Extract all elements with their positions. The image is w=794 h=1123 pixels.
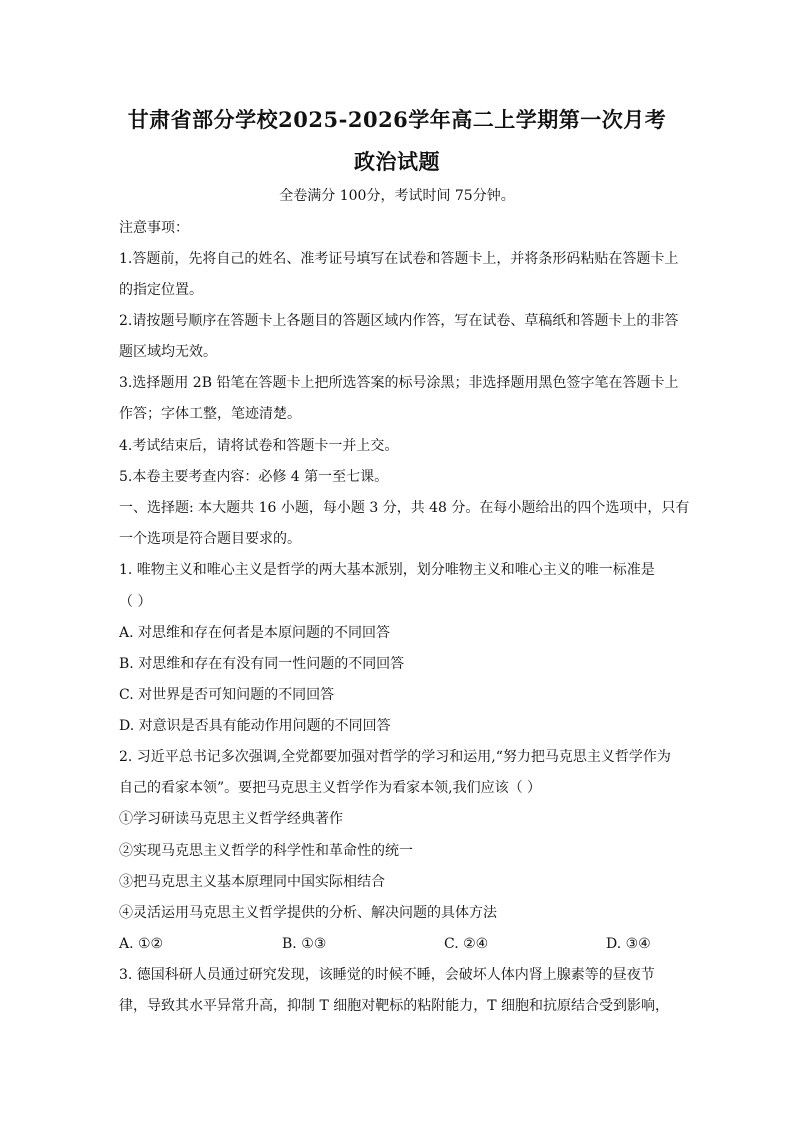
notice-3-line-2: 作答；字体工整，笔迹清楚。 <box>119 406 301 422</box>
q2-option-c: C. ②④ <box>444 936 489 952</box>
notice-2-line-2: 题区域均无效。 <box>119 344 217 360</box>
q2-item-4: ④灵活运用马克思主义哲学提供的分析、解决问题的具体方法 <box>119 905 497 921</box>
q2-item-2: ②实现马克思主义哲学的科学性和革命性的统一 <box>119 843 413 859</box>
q2-stem-line-2: 自己的看家本领”。要把马克思主义哲学作为看家本领,我们应该（ ） <box>119 780 542 796</box>
q2-option-b: B. ①③ <box>282 936 327 952</box>
q1-option-d: D. 对意识是否具有能动作用问题的不同回答 <box>119 718 391 734</box>
notice-4: 4.考试结束后，请将试卷和答题卡一并上交。 <box>119 438 399 454</box>
q1-stem-line-2: （ ） <box>119 594 152 610</box>
q2-option-d: D. ③④ <box>606 936 651 952</box>
q1-option-c: C. 对世界是否可知问题的不同回答 <box>119 687 335 703</box>
exam-subject: 政治试题 <box>354 149 440 174</box>
q2-item-3: ③把马克思主义基本原理同中国实际相结合 <box>119 874 385 890</box>
q2-option-a: A. ①② <box>119 936 164 952</box>
exam-info: 全卷满分 100分，考试时间 75分钟。 <box>279 188 515 204</box>
section-heading-line-1: 一、选择题: 本大题共 16 小题，每小题 3 分，共 48 分。在每小题给出的四个选项中，只有 <box>119 500 690 516</box>
section-heading-line-2: 一个选项是符合题目要求的。 <box>119 531 301 547</box>
q3-stem-line-2: 律，导致其水平异常升高，抑制 T 细胞对靶标的粘附能力，T 细胞和抗原结合受到影响， <box>119 998 670 1014</box>
notice-2-line-1: 2.请按题号顺序在答题卡上各题目的答题区域内作答，写在试卷、草稿纸和答题卡上的非答 <box>119 313 679 329</box>
q1-option-a: A. 对思维和存在何者是本原问题的不同回答 <box>119 625 391 641</box>
q1-stem-line-1: 1. 唯物主义和唯心主义是哲学的两大基本派别，划分唯物主义和唯心主义的唯一标准是 <box>119 562 655 578</box>
notice-heading: 注意事项： <box>119 220 189 236</box>
notice-1-line-1: 1.答题前，先将自己的姓名、准考证号填写在试卷和答题卡上，并将条形码粘贴在答题卡上 <box>119 251 679 267</box>
q1-option-b: B. 对思维和存在有没有同一性问题的不同回答 <box>119 656 405 672</box>
notice-5: 5.本卷主要考查内容：必修 4 第一至七课。 <box>119 469 389 485</box>
notice-3-line-1: 3.选择题用 2B 铅笔在答题卡上把所选答案的标号涂黑；非选择题用黑色签字笔在答题卡上 <box>119 375 679 391</box>
q2-item-1: ①学习研读马克思主义哲学经典著作 <box>119 811 343 827</box>
q2-stem-line-1: 2. 习近平总书记多次强调,全党都要加强对哲学的学习和运用,“努力把马克思主义哲学作为 <box>119 749 671 765</box>
q3-stem-line-1: 3. 德国科研人员通过研究发现，该睡觉的时候不睡，会破坏人体内肾上腺素等的昼夜节 <box>119 967 655 983</box>
exam-title: 甘肃省部分学校2025-2026学年高二上学期第一次月考 <box>127 107 667 132</box>
notice-1-line-2: 的指定位置。 <box>119 282 203 298</box>
